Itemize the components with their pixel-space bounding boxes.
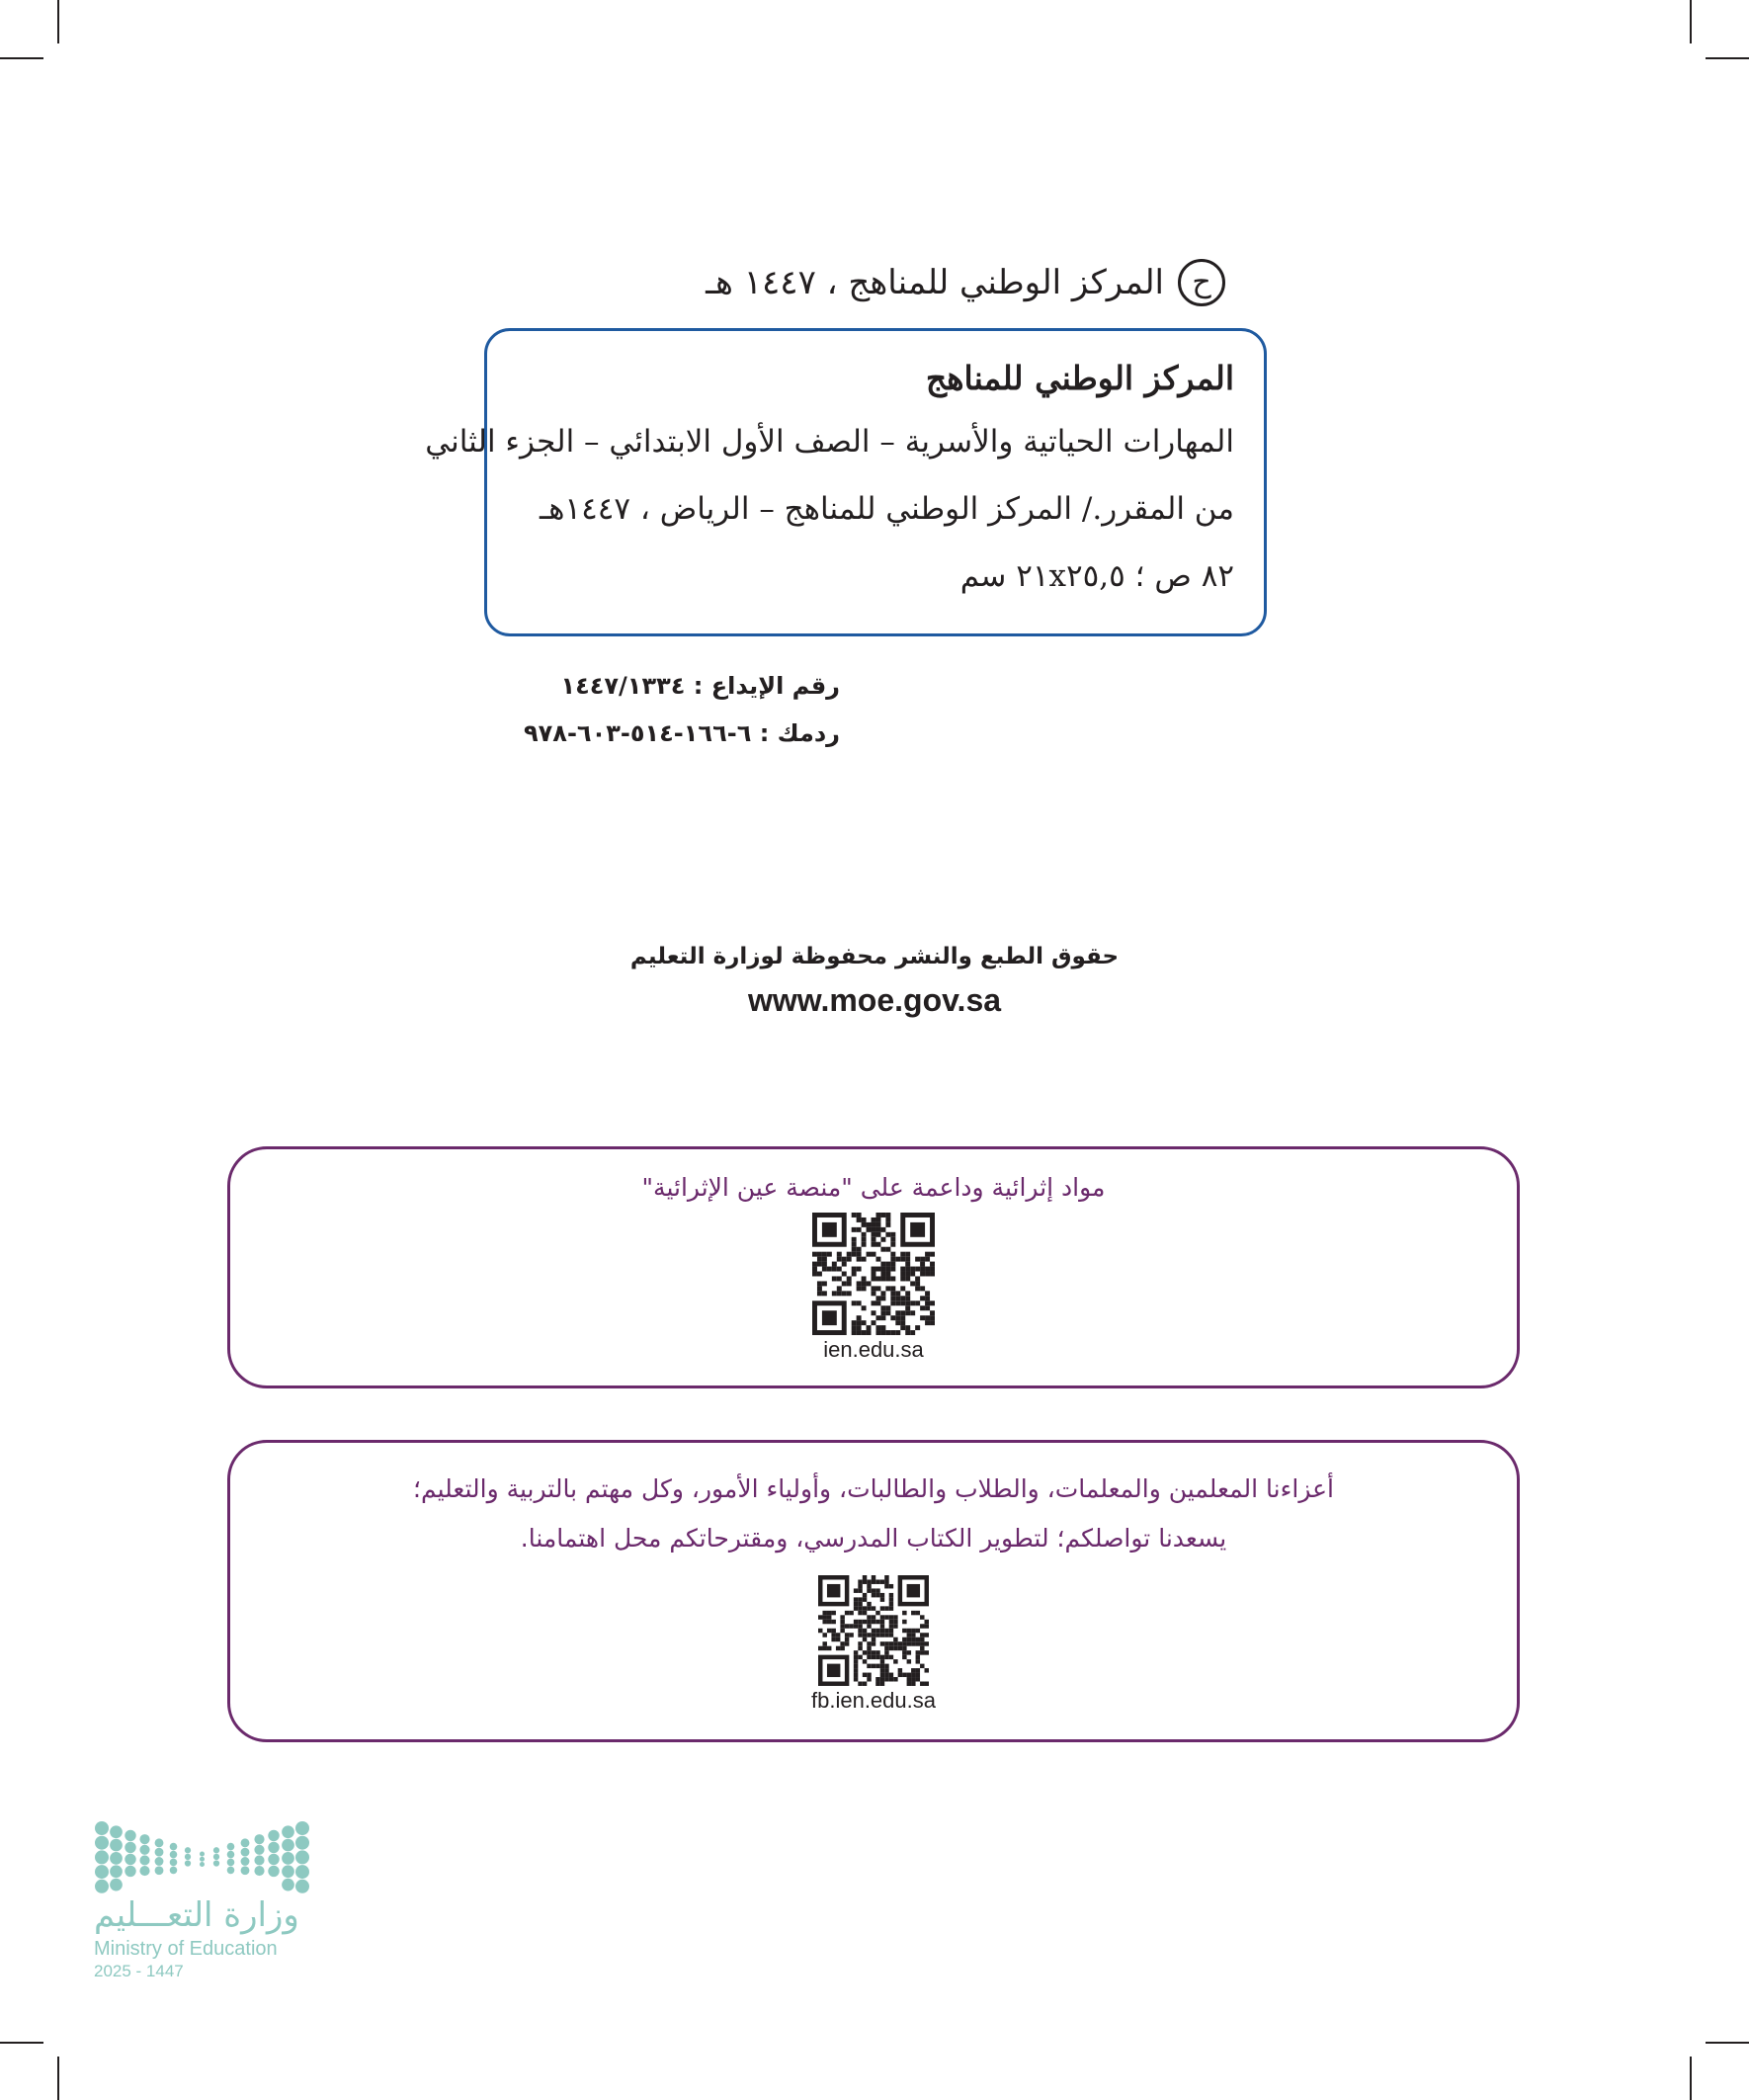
- copyright-symbol: ح: [1178, 259, 1225, 306]
- qr-code-icon[interactable]: [818, 1575, 929, 1686]
- deposit-block: [346, 662, 840, 757]
- crop-mark-bottom-left-v: [57, 2057, 59, 2100]
- copyright-text: المركز الوطني للمناهج ، ١٤٤٧ هـ: [706, 263, 1164, 302]
- catalog-line-title: المهارات الحياتية والأسرية – الصف الأول الابتدائي – الجزء الثاني: [425, 424, 1234, 460]
- qr-code-icon[interactable]: [812, 1213, 935, 1335]
- enrichment-qr[interactable]: [230, 1213, 1517, 1335]
- dots-pattern-icon: [94, 1818, 311, 1893]
- copyright-line: [336, 259, 1225, 306]
- feedback-line-2: يسعدنا تواصلكم؛ لتطوير الكتاب المدرسي، ومقترحاتكم محل اهتمامنا.: [520, 1524, 1227, 1553]
- feedback-box: [227, 1440, 1520, 1742]
- logo-arabic-text: وزارة التعـــليم: [94, 1895, 299, 1935]
- logo-year: 2025 - 1447: [94, 1962, 184, 1980]
- crop-mark-top-right-h: [1706, 57, 1749, 59]
- enrichment-url[interactable]: ien.edu.sa: [823, 1337, 924, 1362]
- crop-mark-top-left-h: [0, 57, 43, 59]
- moe-website-link[interactable]: www.moe.gov.sa: [747, 982, 1002, 1018]
- crop-mark-top-right-v: [1690, 0, 1692, 43]
- cataloging-box: [425, 328, 1267, 636]
- isbn-number: ردمك : ٦-١٦٦-٥١٤-٦٠٣-٩٧٨: [524, 719, 840, 747]
- feedback-line-1: أعزاءنا المعلمين والمعلمات، والطلاب والطالبات، وأولياء الأمور، وكل مهتم بالتربية والتعليم؛: [413, 1474, 1334, 1503]
- feedback-qr[interactable]: [230, 1575, 1517, 1686]
- logo-english-text: Ministry of Education: [94, 1938, 278, 1960]
- catalog-line-publisher: من المقرر./ المركز الوطني للمناهج – الرياض ، ١٤٤٧هـ: [539, 491, 1234, 527]
- enrichment-text: مواد إثرائية وداعمة على "منصة عين الإثرائية": [641, 1173, 1106, 1202]
- crop-mark-bottom-right-h: [1706, 2042, 1749, 2044]
- enrichment-box: [227, 1146, 1520, 1388]
- deposit-number: رقم الإيداع : ١٤٤٧/١٣٣٤: [560, 672, 840, 700]
- crop-mark-bottom-right-v: [1690, 2057, 1692, 2100]
- catalog-heading: المركز الوطني للمناهج: [925, 359, 1234, 397]
- ministry-logo: [94, 1818, 331, 2016]
- crop-mark-top-left-v: [57, 0, 59, 43]
- rights-block: [0, 937, 1749, 1024]
- crop-mark-bottom-left-h: [0, 2042, 43, 2044]
- catalog-line-pages: ٨٢ ص ؛ ٢١x٢٥,٥ سم: [959, 558, 1234, 594]
- rights-text: حقوق الطبع والنشر محفوظة لوزارة التعليم: [629, 944, 1120, 969]
- feedback-url[interactable]: fb.ien.edu.sa: [811, 1688, 936, 1713]
